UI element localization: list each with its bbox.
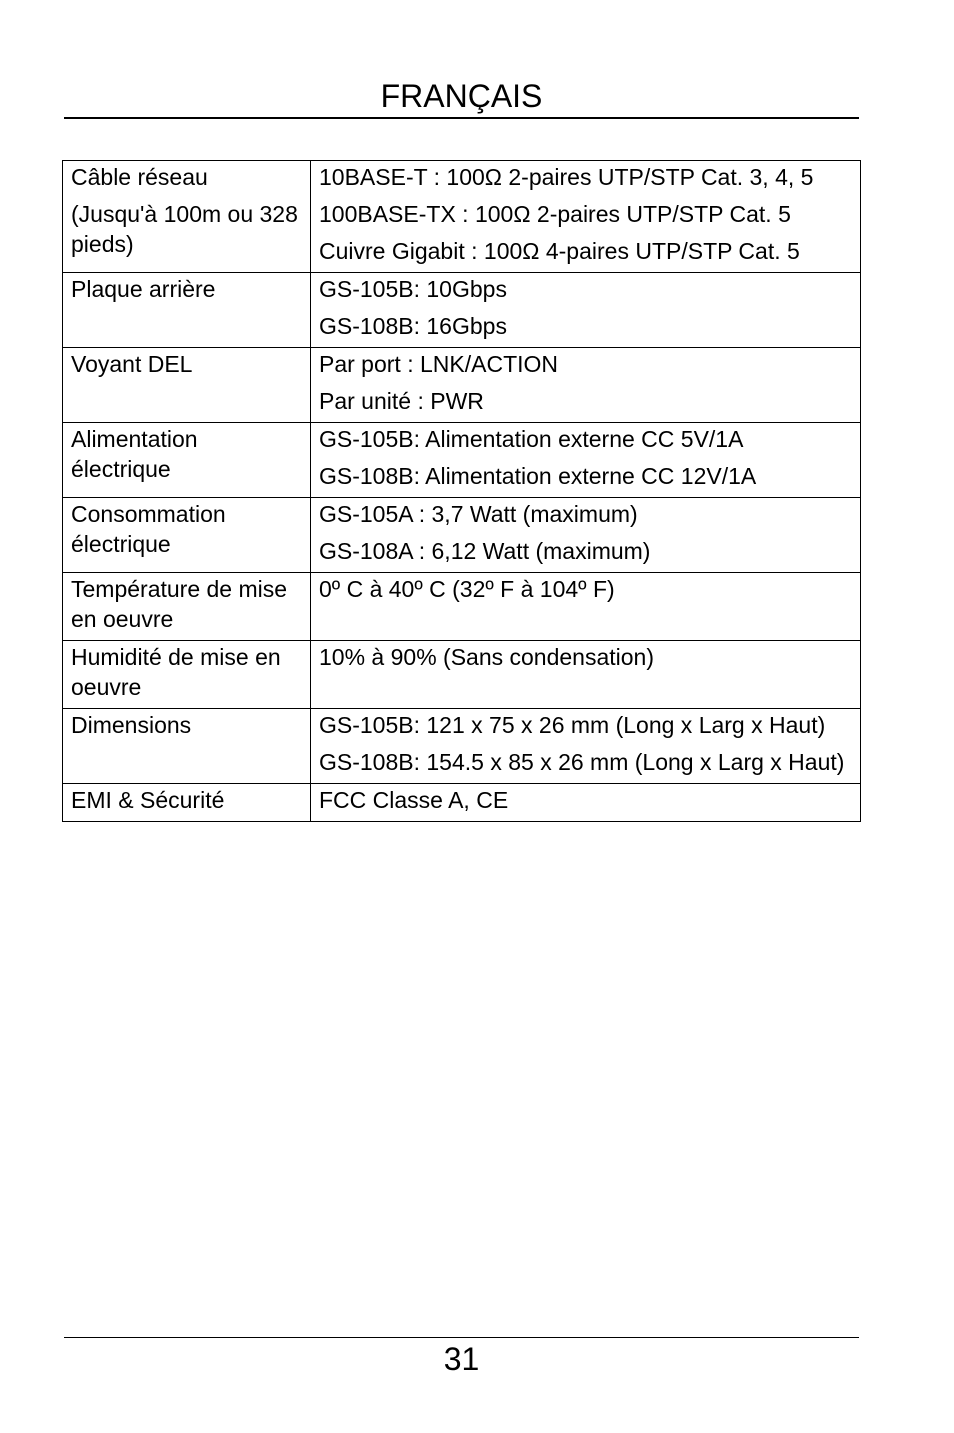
spec-value-cell bbox=[311, 273, 861, 348]
spec-value: GS-105A : 3,7 Watt (maximum) bbox=[319, 501, 638, 527]
spec-value: GS-108B: Alimentation externe CC 12V/1A bbox=[319, 463, 757, 489]
spec-label: Câble réseau bbox=[71, 164, 208, 190]
spec-value: 10BASE-T : 100Ω 2-paires UTP/STP Cat. 3, 4, 5 bbox=[319, 164, 814, 190]
spec-value: GS-108A : 6,12 Watt (maximum) bbox=[319, 538, 651, 564]
spec-value-cell bbox=[311, 423, 861, 498]
spec-label: Alimentation électrique bbox=[71, 426, 198, 482]
spec-value-cell bbox=[311, 641, 861, 709]
spec-value: Par port : LNK/ACTION bbox=[319, 351, 559, 377]
spec-value: FCC Classe A, CE bbox=[319, 787, 509, 813]
table-row bbox=[63, 161, 861, 273]
footer-divider bbox=[64, 1337, 859, 1338]
spec-value: GS-108B: 154.5 x 85 x 26 mm (Long x Larg x Haut) bbox=[319, 749, 845, 775]
spec-label-cell bbox=[63, 641, 311, 709]
spec-value-cell bbox=[311, 161, 861, 273]
table-row bbox=[63, 498, 861, 573]
spec-label-cell bbox=[63, 348, 311, 423]
spec-label-cell bbox=[63, 709, 311, 784]
page-number: 31 bbox=[443, 1341, 480, 1377]
spec-label: Voyant DEL bbox=[71, 351, 193, 377]
table-row bbox=[63, 423, 861, 498]
spec-label-cell bbox=[63, 573, 311, 641]
page-title: FRANÇAIS bbox=[380, 78, 543, 114]
spec-value: 100BASE-TX : 100Ω 2-paires UTP/STP Cat. 5 bbox=[319, 201, 791, 227]
spec-label-cell bbox=[63, 161, 311, 273]
spec-label-cell bbox=[63, 784, 311, 822]
table-row bbox=[63, 784, 861, 822]
spec-value-cell bbox=[311, 709, 861, 784]
table-row bbox=[63, 573, 861, 641]
spec-label: Consommation électrique bbox=[71, 501, 226, 557]
spec-label: Plaque arrière bbox=[71, 276, 216, 302]
specifications-table bbox=[62, 160, 861, 822]
spec-value: GS-108B: 16Gbps bbox=[319, 313, 507, 339]
spec-value: GS-105B: 10Gbps bbox=[319, 276, 507, 302]
table-row bbox=[63, 273, 861, 348]
spec-value-cell bbox=[311, 498, 861, 573]
spec-label: EMI & Sécurité bbox=[71, 787, 225, 813]
header-divider bbox=[64, 117, 859, 119]
table-row bbox=[63, 641, 861, 709]
spec-label: (Jusqu'à 100m ou 328 pieds) bbox=[71, 201, 298, 257]
table-row bbox=[63, 709, 861, 784]
spec-label: Dimensions bbox=[71, 712, 192, 738]
spec-value-cell bbox=[311, 348, 861, 423]
spec-value-cell bbox=[311, 784, 861, 822]
spec-value: Par unité : PWR bbox=[319, 388, 484, 414]
spec-value: 10% à 90% (Sans condensation) bbox=[319, 644, 654, 670]
spec-value-cell bbox=[311, 573, 861, 641]
spec-value: Cuivre Gigabit : 100Ω 4-paires UTP/STP Cat. 5 bbox=[319, 238, 800, 264]
spec-label-cell bbox=[63, 423, 311, 498]
spec-label: Température de mise en oeuvre bbox=[71, 576, 288, 632]
spec-label: Humidité de mise en oeuvre bbox=[71, 644, 281, 700]
spec-label-cell bbox=[63, 273, 311, 348]
spec-value: GS-105B: 121 x 75 x 26 mm (Long x Larg x Haut) bbox=[319, 712, 826, 738]
spec-label-cell bbox=[63, 498, 311, 573]
spec-value: GS-105B: Alimentation externe CC 5V/1A bbox=[319, 426, 744, 452]
spec-value: 0º C à 40º C (32º F à 104º F) bbox=[319, 576, 615, 602]
table-row bbox=[63, 348, 861, 423]
